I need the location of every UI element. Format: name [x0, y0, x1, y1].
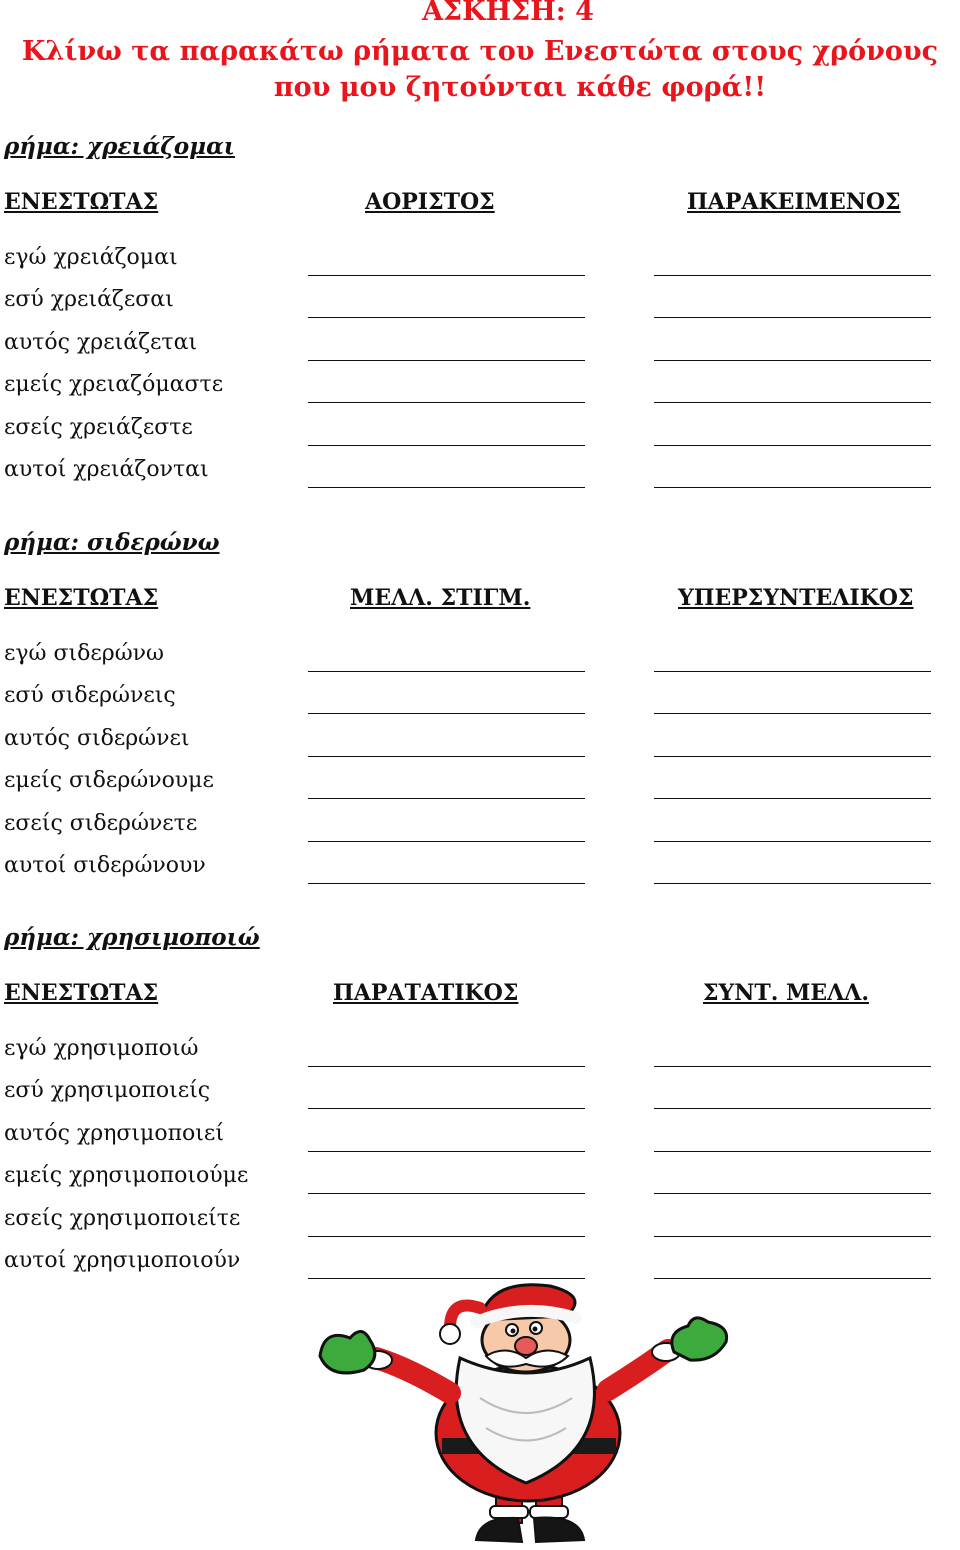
conjugation-row	[0, 372, 960, 414]
answer-blank-tense-b[interactable]	[654, 883, 931, 884]
column-header-tense-b: ΥΠΕΡΣΥΝΤΕΛΙΚΟΣ	[678, 585, 914, 611]
verb-label: ρήμα: χρειάζομαι	[4, 133, 235, 160]
answer-blank-tense-a[interactable]	[308, 841, 585, 842]
answer-blank-tense-b[interactable]	[654, 1108, 931, 1109]
answer-blank-tense-a[interactable]	[308, 360, 585, 361]
conjugation-row	[0, 853, 960, 895]
conjugation-row	[0, 330, 960, 372]
verb-section-3	[0, 924, 960, 1320]
answer-blank-tense-b[interactable]	[654, 402, 931, 403]
answer-blank-tense-b[interactable]	[654, 317, 931, 318]
present-form: εσύ σιδερώνεις	[4, 683, 176, 708]
conjugation-row	[0, 415, 960, 457]
present-form: εμείς χρησιμοποιούμε	[4, 1163, 249, 1188]
answer-blank-tense-b[interactable]	[654, 1236, 931, 1237]
present-form: εσείς σιδερώνετε	[4, 811, 198, 836]
present-form: εγώ χρησιμοποιώ	[4, 1036, 199, 1061]
answer-blank-tense-a[interactable]	[308, 487, 585, 488]
answer-blank-tense-a[interactable]	[308, 1066, 585, 1067]
present-form: αυτοί χρησιμοποιούν	[4, 1248, 241, 1273]
present-form: αυτός χρειάζεται	[4, 330, 198, 355]
present-form: αυτοί χρειάζονται	[4, 457, 209, 482]
conjugation-row	[0, 245, 960, 287]
answer-blank-tense-a[interactable]	[308, 1108, 585, 1109]
conjugation-row	[0, 683, 960, 725]
verb-section-1	[0, 133, 960, 529]
present-form: αυτοί σιδερώνουν	[4, 853, 206, 878]
answer-blank-tense-a[interactable]	[308, 402, 585, 403]
column-header-present: ΕΝΕΣΤΩΤΑΣ	[4, 189, 159, 215]
answer-blank-tense-a[interactable]	[308, 1236, 585, 1237]
conjugation-row	[0, 1163, 960, 1205]
present-form: εμείς σιδερώνουμε	[4, 768, 214, 793]
answer-blank-tense-b[interactable]	[654, 713, 931, 714]
present-form: αυτός χρησιμοποιεί	[4, 1121, 224, 1146]
answer-blank-tense-b[interactable]	[654, 841, 931, 842]
present-form: εγώ σιδερώνω	[4, 641, 164, 666]
present-form: αυτός σιδερώνει	[4, 726, 190, 751]
answer-blank-tense-a[interactable]	[308, 317, 585, 318]
conjugation-row	[0, 768, 960, 810]
conjugation-row	[0, 457, 960, 499]
answer-blank-tense-a[interactable]	[308, 445, 585, 446]
answer-blank-tense-a[interactable]	[308, 275, 585, 276]
answer-blank-tense-a[interactable]	[308, 756, 585, 757]
column-header-tense-a: ΠΑΡΑΤΑΤΙΚΟΣ	[333, 980, 519, 1006]
verb-label: ρήμα: σιδερώνω	[4, 529, 220, 556]
instruction-line-2: που μου ζητούνται κάθε φορά!!	[273, 72, 767, 103]
answer-blank-tense-b[interactable]	[654, 1193, 931, 1194]
present-form: εγώ χρειάζομαι	[4, 245, 178, 270]
present-form: εσείς χρειάζεστε	[4, 415, 193, 440]
conjugation-row	[0, 1121, 960, 1163]
answer-blank-tense-b[interactable]	[654, 671, 931, 672]
verb-section-2	[0, 529, 960, 925]
answer-blank-tense-b[interactable]	[654, 487, 931, 488]
column-header-tense-a: ΜΕΛΛ. ΣΤΙΓΜ.	[350, 585, 531, 611]
column-header-tense-b: ΣΥΝΤ. ΜΕΛΛ.	[703, 980, 869, 1006]
conjugation-row	[0, 1078, 960, 1120]
answer-blank-tense-a[interactable]	[308, 713, 585, 714]
column-header-tense-b: ΠΑΡΑΚΕΙΜΕΝΟΣ	[687, 189, 901, 215]
answer-blank-tense-a[interactable]	[308, 671, 585, 672]
conjugation-row	[0, 726, 960, 768]
column-header-present: ΕΝΕΣΤΩΤΑΣ	[4, 585, 159, 611]
answer-blank-tense-b[interactable]	[654, 445, 931, 446]
conjugation-row	[0, 287, 960, 329]
answer-blank-tense-b[interactable]	[654, 798, 931, 799]
column-header-tense-a: ΑΟΡΙΣΤΟΣ	[365, 189, 495, 215]
answer-blank-tense-b[interactable]	[654, 275, 931, 276]
answer-blank-tense-b[interactable]	[654, 360, 931, 361]
present-form: εσείς χρησιμοποιείτε	[4, 1206, 241, 1231]
answer-blank-tense-a[interactable]	[308, 1193, 585, 1194]
answer-blank-tense-b[interactable]	[654, 1151, 931, 1152]
exercise-title: ΑΣΚΗΣΗ: 4	[422, 0, 594, 27]
answer-blank-tense-b[interactable]	[654, 1066, 931, 1067]
instruction-line-1: Κλίνω τα παρακάτω ρήματα του Ενεστώτα στους χρόνους	[21, 36, 939, 67]
conjugation-row	[0, 641, 960, 683]
conjugation-row	[0, 811, 960, 853]
conjugation-row	[0, 1036, 960, 1078]
conjugation-row	[0, 1206, 960, 1248]
column-header-present: ΕΝΕΣΤΩΤΑΣ	[4, 980, 159, 1006]
answer-blank-tense-b[interactable]	[654, 756, 931, 757]
answer-blank-tense-a[interactable]	[308, 883, 585, 884]
present-form: εσύ χρειάζεσαι	[4, 287, 174, 312]
verb-label: ρήμα: χρησιμοποιώ	[4, 924, 260, 951]
present-form: εμείς χρειαζόμαστε	[4, 372, 224, 397]
answer-blank-tense-a[interactable]	[308, 1151, 585, 1152]
answer-blank-tense-a[interactable]	[308, 798, 585, 799]
santa-claus-icon	[290, 1278, 752, 1548]
present-form: εσύ χρησιμοποιείς	[4, 1078, 211, 1103]
